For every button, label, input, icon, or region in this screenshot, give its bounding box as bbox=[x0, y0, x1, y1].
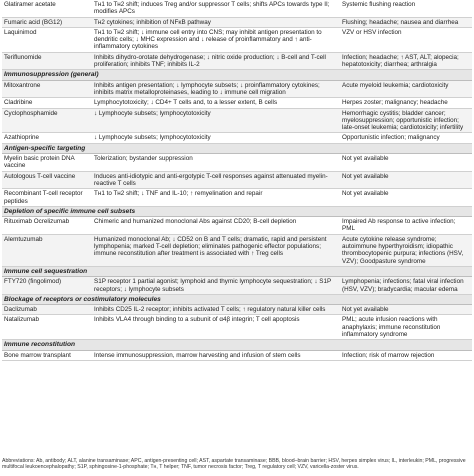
mechanism-cell: Lymphocytotoxicity; ↓ CD4+ T cells and, to a lesser extent, B cells bbox=[94, 99, 278, 107]
section-header: Immune reconstitution bbox=[2, 340, 472, 350]
mechanism-cell: S1P receptor 1 partial agonist; lymphoid and thymic lymphocyte sequestration; ↓ S1P receptors; ↓ lymphocyte subsets bbox=[94, 278, 332, 293]
adverse-effects-cell: Impaired Ab response to active infection; PML bbox=[342, 218, 456, 233]
mechanism-cell: Induces anti-idiotypic and anti-ergotypic T-cell responses against attenuated myelin-reactive T cells bbox=[94, 172, 328, 187]
adverse-effects-cell: Flushing; headache; nausea and diarrhea bbox=[342, 18, 459, 26]
mechanism-cell: Tolerization; bystander suppression bbox=[94, 155, 193, 163]
drug-name-cell: Rituximab Ocrelizumab bbox=[4, 218, 70, 226]
table-row bbox=[2, 28, 472, 53]
adverse-effects-cell: PML; acute infusion reactions with anaphylaxis; immune reconstitution inflammatory syndrome bbox=[342, 316, 441, 338]
drug-name-cell: Mitoxantrone bbox=[4, 81, 41, 89]
mechanism-cell: Inhibits dihydro-orotate dehydrogenase; ↓ nitric oxide production; ↓ B-cell and T-cell proliferation; inhibits TNF; inhibits IL-2 bbox=[94, 53, 326, 69]
table-row bbox=[2, 235, 472, 267]
drug-table bbox=[2, 0, 472, 361]
table-row bbox=[2, 172, 472, 190]
drug-name-cell: Glatiramer acetate bbox=[4, 1, 56, 8]
drug-name-cell: Autologous T-cell vaccine bbox=[4, 172, 76, 180]
adverse-effects-cell: Lymphopenia; infections; fatal viral infection (HSV, VZV); bradycardia; macular edema bbox=[342, 278, 464, 293]
adverse-effects-cell: Acute myeloid leukemia; cardiotoxicity bbox=[342, 81, 449, 89]
table-row bbox=[2, 81, 472, 99]
drug-name-cell: Laquinimod bbox=[4, 28, 37, 36]
adverse-effects-cell: Not yet available bbox=[342, 155, 389, 163]
table-row bbox=[2, 305, 472, 315]
mechanism-cell: Tн2 cytokines; inhibition of NFκB pathway bbox=[94, 18, 211, 26]
drug-name-cell: Recombinant T-cell receptor peptides bbox=[4, 190, 83, 205]
mechanism-cell: ↓ Lymphocyte subsets; lymphocytotoxicity bbox=[94, 134, 211, 142]
adverse-effects-cell: Acute cytokine release syndrome; autoimmune hyperthyroidism; idiopathic thrombocytopenic purpura; infections (HSV, VZV); Goodpasture syndrome bbox=[342, 235, 464, 265]
drug-name-cell: Azathioprine bbox=[4, 134, 40, 142]
adverse-effects-cell: Infection; risk of marrow rejection bbox=[342, 351, 435, 359]
drug-name-cell: FTY720 (fingolimod) bbox=[4, 278, 62, 286]
adverse-effects-cell: Hemorrhagic cystitis; bladder cancer; myelosuppression; opportunistic infection; late-onset leukemia; cardiotoxicity; infertility bbox=[342, 109, 464, 132]
table-row bbox=[2, 315, 472, 340]
adverse-effects-cell: Infection; headache; ↑ AST, ALT; alopecia; hepatotoxicity; diarrhea; arthralgia bbox=[342, 53, 459, 69]
drug-name-cell: Bone marrow transplant bbox=[4, 351, 71, 359]
mechanism-cell: ↓ Lymphocyte subsets; lymphocytotoxicity bbox=[94, 109, 211, 117]
mechanism-cell: Tн1 to Tн2 shift; induces Treg and/or suppressor T cells; shifts APCs towards type II; modifies APCs bbox=[94, 1, 330, 16]
table-row bbox=[2, 277, 472, 295]
mechanism-cell: Inhibits VLA4 through binding to a subunit of α4β integrin; T cell apoptosis bbox=[94, 316, 300, 324]
section-header: Immunosuppression (general) bbox=[2, 70, 472, 80]
section-header: Blockage of receptors or costimulatory molecules bbox=[2, 295, 472, 305]
drug-name-cell: Teriflunomide bbox=[4, 53, 42, 61]
table-row bbox=[2, 109, 472, 134]
section-header: Immune cell sequestration bbox=[2, 267, 472, 277]
adverse-effects-cell: Not yet available bbox=[342, 190, 389, 198]
mechanism-cell: Intense immunosuppression, marrow harvesting and infusion of stem cells bbox=[94, 351, 301, 359]
section-header: Antigen-specific targeting bbox=[2, 144, 472, 154]
mechanism-cell: Tн1 to Tн2 shift; ↓ immune cell entry into CNS; may inhibit antigen presentation to dendritic cells; ↓ MHC expression and ↓ release of proinflammatory and ↑ anti-inflammatory cytokines bbox=[94, 28, 322, 51]
table-row bbox=[2, 98, 472, 108]
table-row bbox=[2, 18, 472, 28]
mechanism-cell: Inhibits antigen presentation; ↓ lymphocyte subsets; ↓ proinflammatory cytokines; inhibits matrix metalloproteinases, leading to ↓ immune cell migration bbox=[94, 81, 320, 96]
table-row bbox=[2, 154, 472, 172]
adverse-effects-cell: Not yet available bbox=[342, 306, 389, 314]
drug-name-cell: Daclizumab bbox=[4, 306, 37, 314]
adverse-effects-cell: VZV or HSV infection bbox=[342, 28, 402, 36]
table-row bbox=[2, 189, 472, 207]
drug-name-cell: Cladribine bbox=[4, 99, 33, 107]
drug-name-cell: Alemtuzumab bbox=[4, 235, 43, 243]
drug-name-cell: Myelin basic protein DNA vaccine bbox=[4, 155, 75, 170]
mechanism-cell: Inhibits CD25 IL-2 receptor; inhibits activated T cells; ↑ regulatory natural killer cells bbox=[94, 306, 326, 314]
table-row bbox=[2, 217, 472, 235]
adverse-effects-cell: Systemic flushing reaction bbox=[342, 1, 416, 8]
table-row bbox=[2, 0, 472, 18]
table-row bbox=[2, 133, 472, 143]
mechanism-cell: Humanized monoclonal Ab; ↓ CD52 on B and T cells; dramatic, rapid and persistent lymphopenia; marked T-cell depletion; eliminates pathogenic effector populations; immune reconstitution after treatment is associated with ↑ Treg cells bbox=[94, 235, 327, 258]
mechanism-cell: Chimeric and humanized monoclonal Abs against CD20; B-cell depletion bbox=[94, 218, 297, 226]
adverse-effects-cell: Herpes zoster; malignancy; headache bbox=[342, 99, 448, 107]
drug-name-cell: Natalizumab bbox=[4, 316, 39, 324]
adverse-effects-cell: Opportunistic infection; malignancy bbox=[342, 134, 440, 142]
table-row bbox=[2, 53, 472, 71]
drug-name-cell: Cyclophosphamide bbox=[4, 109, 58, 117]
drug-name-cell: Fumaric acid (BG12) bbox=[4, 18, 63, 26]
section-header: Depletion of specific immune cell subsets bbox=[2, 207, 472, 217]
table-row bbox=[2, 351, 472, 361]
adverse-effects-cell: Not yet available bbox=[342, 172, 389, 180]
mechanism-cell: Tн1 to Tн2 shift; ↓ TNF and IL-10; ↑ remyelination and repair bbox=[94, 190, 263, 198]
abbreviations-footnote: Abbreviations: Ab, antibody; ALT, alanine transaminase; APC, antigen-presenting cell; AST, aspartate transaminase; BBB, blood–brain barrier; HSV, herpes simplex virus; IL, interleukin; PML, progressive multifocal leukoencephalopathy; S1P, sphingosine-1-phosphate; Tн, T helper; TNF, tumor necrosis factor; Treg, T regulatory cell; VZV, varicella-zoster virus. bbox=[2, 458, 466, 470]
